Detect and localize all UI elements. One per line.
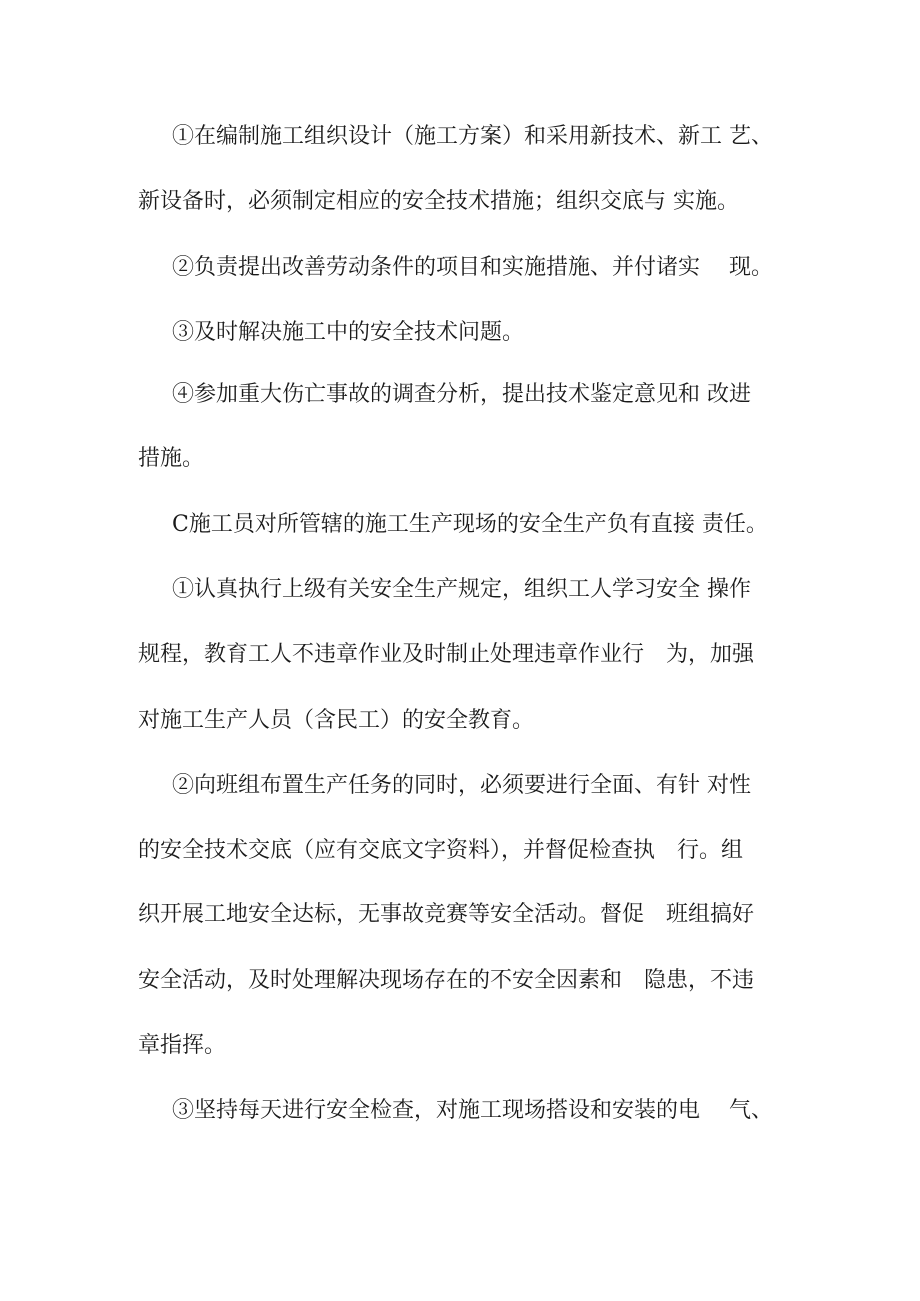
paragraph-line: 规程，教育工人不违章作业及时制止处理违章作业行 为，加强 xyxy=(138,642,755,667)
paragraph-line: ④参加重大伤亡事故的调查分析，提出技术鉴定意见和 改进 xyxy=(172,382,751,407)
paragraph-line: 织开展工地安全达标，无事故竞赛等安全活动。督促 班组搞好 xyxy=(138,902,755,927)
paragraph-line: ①认真执行上级有关安全生产规定，组织工人学习安全 操作 xyxy=(172,577,751,602)
paragraph-line: 章指挥。 xyxy=(138,1033,227,1058)
paragraph-line: 的安全技术交底（应有交底文字资料），并督促检查执 行。组 xyxy=(138,838,744,863)
paragraph-line: 安全活动，及时处理解决现场存在的不安全因素和 隐患，不违 xyxy=(138,968,755,993)
paragraph-line: ③及时解决施工中的安全技术问题。 xyxy=(172,320,525,345)
paragraph-line: ②向班组布置生产任务的同时，必须要进行全面、有针 对性 xyxy=(172,773,751,798)
paragraph-line: ②负责提出改善劳动条件的项目和实施措施、并付诸实 现。 xyxy=(172,255,773,280)
paragraph-line: ①在编制施工组织设计（施工方案）和采用新技术、新工 艺、 xyxy=(172,124,773,149)
paragraph-line: 新设备时，必须制定相应的安全技术措施；组织交底与 实施。 xyxy=(138,189,739,214)
paragraph-line: 措施。 xyxy=(138,446,205,471)
paragraph-line: C施工员对所管辖的施工生产现场的安全生产负有直接 责任。 xyxy=(172,512,768,537)
paragraph-line: 对施工生产人员（含民工）的安全教育。 xyxy=(138,708,535,733)
paragraph-line: ③坚持每天进行安全检查，对施工现场搭设和安装的电 气、 xyxy=(172,1098,773,1123)
